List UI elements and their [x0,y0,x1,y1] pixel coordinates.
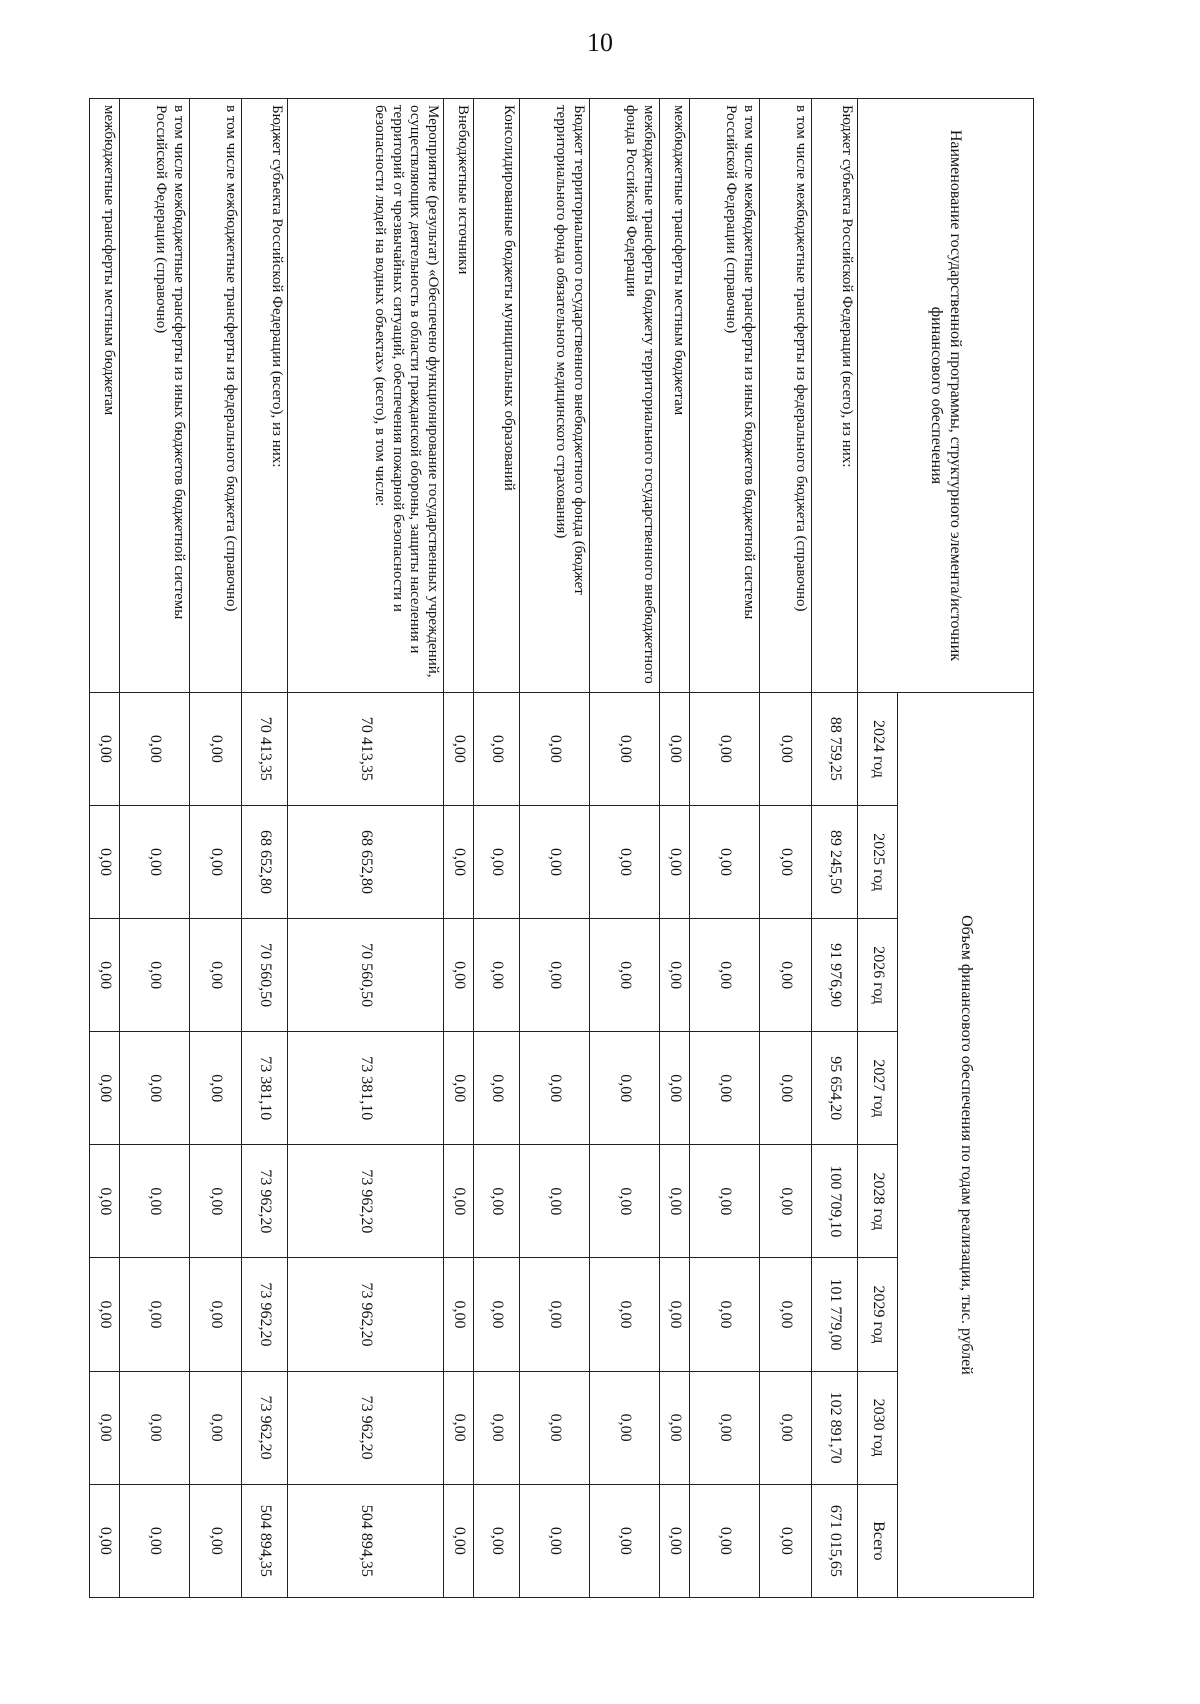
value-cell: 0,00 [474,1145,520,1258]
value-cell: 0,00 [760,1032,812,1145]
value-cell: 0,00 [690,1145,760,1258]
value-cell: 0,00 [760,692,812,805]
value-cell: 0,00 [660,1145,690,1258]
value-cell: 68 652,80 [242,805,288,918]
value-cell: 102 891,70 [812,1371,858,1484]
funding-group-header: Объем финансового обеспечения по годам реализации, тыс. рублей [898,692,1034,1597]
value-cell: 0,00 [520,1258,590,1371]
value-cell: 0,00 [520,1032,590,1145]
total-cell: 0,00 [474,1484,520,1597]
value-cell: 0,00 [90,1371,120,1484]
row-label: в том числе межбюджетные трансферты из федерального бюджета (справочно) [760,99,812,693]
value-cell: 0,00 [90,919,120,1032]
year-header: 2029 год [858,1258,898,1371]
table-row [288,99,444,1598]
value-cell: 70 560,50 [288,919,444,1032]
value-cell: 0,00 [90,1032,120,1145]
value-cell: 0,00 [760,919,812,1032]
row-label: межбюджетные трансферты местным бюджетам [90,99,120,693]
value-cell: 68 652,80 [288,805,444,918]
year-header: 2030 год [858,1371,898,1484]
value-cell: 0,00 [760,1258,812,1371]
total-cell: 0,00 [760,1484,812,1597]
value-cell: 0,00 [660,1258,690,1371]
value-cell: 0,00 [590,1145,660,1258]
total-cell: 0,00 [690,1484,760,1597]
table-row [474,99,520,1598]
value-cell: 0,00 [190,1145,242,1258]
value-cell: 0,00 [444,1371,474,1484]
value-cell: 0,00 [590,1032,660,1145]
value-cell: 0,00 [520,692,590,805]
value-cell: 0,00 [520,919,590,1032]
value-cell: 0,00 [474,919,520,1032]
year-header: 2024 год [858,692,898,805]
value-cell: 0,00 [690,1258,760,1371]
value-cell: 0,00 [590,1258,660,1371]
value-cell: 0,00 [444,1258,474,1371]
value-cell: 73 962,20 [288,1145,444,1258]
value-cell: 73 381,10 [242,1032,288,1145]
value-cell: 0,00 [690,1032,760,1145]
rotated-table-wrapper [96,98,1034,1598]
total-cell: 0,00 [190,1484,242,1597]
value-cell: 0,00 [690,919,760,1032]
table-row [812,99,858,1598]
value-cell: 0,00 [590,692,660,805]
row-label: Мероприятие (результат) «Обеспечено функционирование государственных учреждений, осуществляющих деятельность в области гражданской обороны, защиты населения и территорий от чрезвычайных ситуаций, обеспечения пожарной безопасности и безопасности людей на водных объектах» (всего), в том числе: [288,99,444,693]
value-cell: 0,00 [660,805,690,918]
total-header: Всего [858,1484,898,1597]
row-label: Консолидированные бюджеты муниципальных образований [474,99,520,693]
total-cell: 0,00 [590,1484,660,1597]
value-cell: 70 413,35 [242,692,288,805]
row-label: Внебюджетные источники [444,99,474,693]
value-cell: 0,00 [474,805,520,918]
value-cell: 0,00 [444,1032,474,1145]
table-header-row [898,99,1034,1598]
value-cell: 0,00 [520,1371,590,1484]
table-row [90,99,120,1598]
value-cell: 0,00 [190,1032,242,1145]
value-cell: 70 413,35 [288,692,444,805]
value-cell: 0,00 [90,692,120,805]
value-cell: 0,00 [660,919,690,1032]
total-cell: 0,00 [120,1484,190,1597]
value-cell: 91 976,90 [812,919,858,1032]
value-cell: 0,00 [190,1371,242,1484]
total-cell: 504 894,35 [242,1484,288,1597]
value-cell: 70 560,50 [242,919,288,1032]
table-row [520,99,590,1598]
value-cell: 0,00 [120,1145,190,1258]
value-cell: 0,00 [474,1258,520,1371]
value-cell: 0,00 [760,1145,812,1258]
value-cell: 73 381,10 [288,1032,444,1145]
value-cell: 0,00 [120,692,190,805]
value-cell: 0,00 [190,919,242,1032]
value-cell: 0,00 [520,805,590,918]
row-label: Бюджет территориального государственного внебюджетного фонда (бюджет территориального фонда обязательного медицинского страхования) [520,99,590,693]
row-label: межбюджетные трансферты бюджету территориального государственного внебюджетного фонда Российской Федерации [590,99,660,693]
value-cell: 0,00 [120,1371,190,1484]
value-cell: 0,00 [444,1145,474,1258]
table-body [90,99,858,1598]
page-number: 10 [587,28,613,57]
value-cell: 89 245,50 [812,805,858,918]
total-cell: 0,00 [90,1484,120,1597]
value-cell: 0,00 [190,1258,242,1371]
total-cell: 0,00 [520,1484,590,1597]
value-cell: 73 962,20 [242,1145,288,1258]
total-cell: 0,00 [444,1484,474,1597]
year-header: 2028 год [858,1145,898,1258]
year-header: 2026 год [858,919,898,1032]
value-cell: 0,00 [120,1032,190,1145]
value-cell: 0,00 [90,1258,120,1371]
year-header: 2027 год [858,1032,898,1145]
value-cell: 0,00 [90,1145,120,1258]
table-row [760,99,812,1598]
value-cell: 0,00 [520,1145,590,1258]
value-cell: 0,00 [190,805,242,918]
table-row [242,99,288,1598]
total-cell: 671 015,65 [812,1484,858,1597]
table-row [190,99,242,1598]
value-cell: 0,00 [590,919,660,1032]
value-cell: 73 962,20 [288,1371,444,1484]
value-cell: 0,00 [444,805,474,918]
value-cell: 0,00 [474,1032,520,1145]
name-column-header: Наименование государственной программы, структурного элемента/источник финансового обеспечения [858,99,1034,693]
row-label: в том числе межбюджетные трансферты из иных бюджетов бюджетной системы Российской Федерации (справочно) [690,99,760,693]
value-cell: 0,00 [660,1371,690,1484]
value-cell: 95 654,20 [812,1032,858,1145]
table-row [120,99,190,1598]
value-cell: 101 779,00 [812,1258,858,1371]
value-cell: 0,00 [120,919,190,1032]
year-header: 2025 год [858,805,898,918]
table-row [660,99,690,1598]
value-cell: 0,00 [760,1371,812,1484]
value-cell: 73 962,20 [288,1258,444,1371]
row-label: в том числе межбюджетные трансферты из федерального бюджета (справочно) [190,99,242,693]
table-row [690,99,760,1598]
value-cell: 0,00 [660,1032,690,1145]
value-cell: 73 962,20 [242,1371,288,1484]
value-cell: 0,00 [474,692,520,805]
financing-table [89,98,1034,1598]
value-cell: 0,00 [690,692,760,805]
value-cell: 0,00 [474,1371,520,1484]
row-label: в том числе межбюджетные трансферты из иных бюджетов бюджетной системы Российской Федерации (справочно) [120,99,190,693]
table-row [444,99,474,1598]
value-cell: 0,00 [690,805,760,918]
value-cell: 0,00 [590,1371,660,1484]
row-label: межбюджетные трансферты местным бюджетам [660,99,690,693]
value-cell: 0,00 [190,692,242,805]
value-cell: 0,00 [90,805,120,918]
value-cell: 0,00 [120,1258,190,1371]
total-cell: 0,00 [660,1484,690,1597]
value-cell: 0,00 [120,805,190,918]
value-cell: 0,00 [444,919,474,1032]
row-label: Бюджет субъекта Российской Федерации (всего), из них: [812,99,858,693]
value-cell: 100 709,10 [812,1145,858,1258]
value-cell: 73 962,20 [242,1258,288,1371]
row-label: Бюджет субъекта Российской Федерации (всего), из них: [242,99,288,693]
value-cell: 0,00 [690,1371,760,1484]
total-cell: 504 894,35 [288,1484,444,1597]
value-cell: 0,00 [590,805,660,918]
value-cell: 0,00 [444,692,474,805]
value-cell: 0,00 [760,805,812,918]
value-cell: 0,00 [660,692,690,805]
value-cell: 88 759,25 [812,692,858,805]
table-row [590,99,660,1598]
